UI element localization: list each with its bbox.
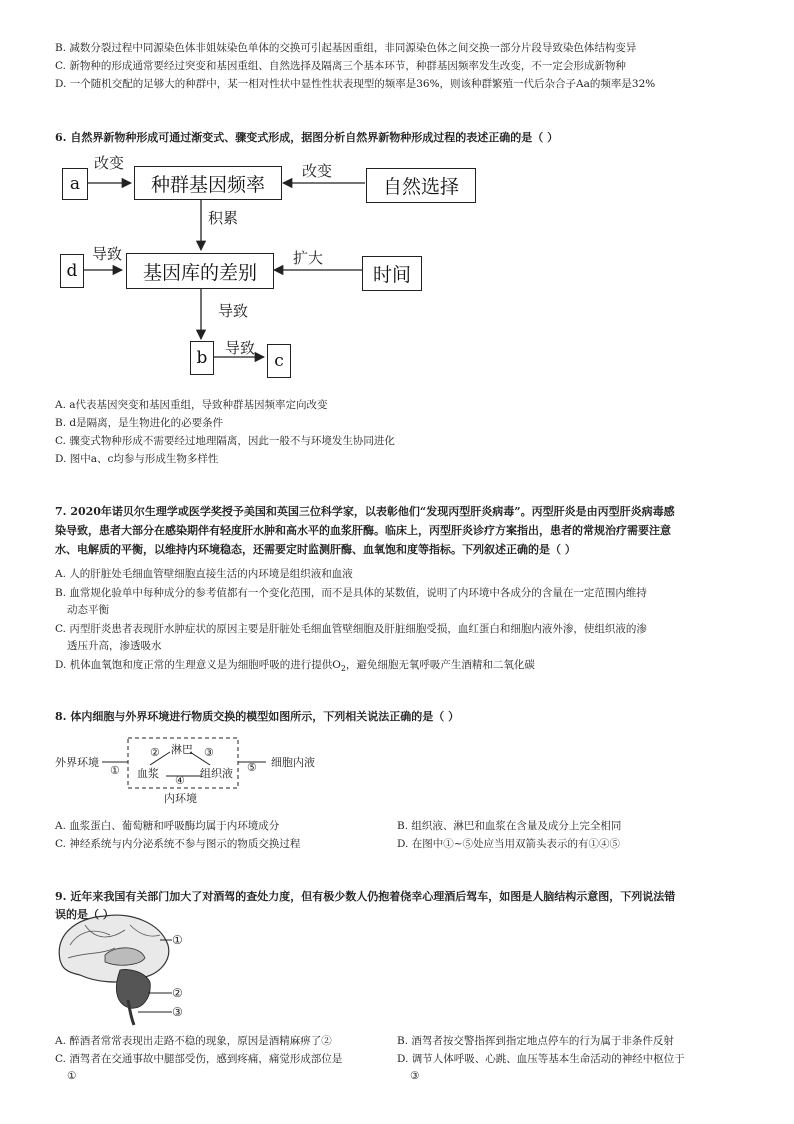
q6-option-b: B. d是隔离，是生物进化的必要条件: [55, 417, 224, 429]
label-tissue-fluid: 组织液: [200, 767, 233, 780]
prev-option-d: D. 一个随机交配的足够大的种群中，某一相对性状中显性性状表现型的频率是36%，则该种群繁殖一代后杂合子Aa的频率是32%: [55, 78, 656, 90]
brain-label-3: ③: [172, 1005, 183, 1019]
q9-title-line-2: 误的是（ ）: [55, 908, 114, 921]
q9-option-a: A. 醉酒者常常表现出走路不稳的现象，原因是酒精麻痹了②: [55, 1035, 332, 1047]
q7-title-line-2: 染导致，患者大部分在感染期伴有轻度肝水肿和高水平的血浆肝酶。临床上，丙型肝炎诊疗方案指出，患者的常规治疗需要注意: [55, 524, 671, 537]
num-3: ③: [204, 746, 214, 759]
label-expand: 扩大: [293, 249, 324, 267]
q6-option-d: D. 图中a、c均参与形成生物多样性: [55, 453, 219, 465]
box-gene-frequency: 种群基因频率: [134, 166, 282, 200]
q9-option-d-cont: ③: [410, 1070, 420, 1082]
box-b: b: [190, 341, 214, 375]
label-accumulate: 积累: [208, 209, 239, 227]
label-lead-1: 导致: [92, 245, 123, 263]
box-a: a: [62, 168, 88, 200]
q8-option-b: B. 组织液、淋巴和血浆在含量及成分上完全相同: [397, 820, 622, 832]
q7-title-line-1: 7. 2020年诺贝尔生理学或医学奖授予美国和英国三位科学家，以表彰他们“发现丙型肝炎病毒”。丙型肝炎是由丙型肝炎病毒感: [55, 505, 675, 518]
label-change-2: 改变: [302, 162, 333, 180]
box-time: 时间: [362, 256, 422, 291]
box-natural-selection: 自然选择: [366, 168, 476, 203]
brain-illustration: [59, 915, 172, 1025]
label-outer-env: 外界环境: [55, 756, 99, 769]
q6-option-c: C. 骤变式物种形成不需要经过地理隔离，因此一般不与环境发生协同进化: [55, 435, 395, 447]
q7-option-c: C. 丙型肝炎患者表现肝水肿症状的原因主要是肝脏处毛细血管壁细胞及肝脏细胞受损，血红蛋白和细胞内液外渗，使组织液的渗: [55, 623, 647, 635]
prev-option-b: B. 减数分裂过程中同源染色体非姐妹染色单体的交换可引起基因重组，非同源染色体之间交换一部分片段导致染色体结构变异: [55, 42, 637, 54]
num-1: ①: [110, 764, 120, 777]
q9-option-d: D. 调节人体呼吸、心跳、血压等基本生命活动的神经中枢位于: [397, 1053, 685, 1065]
label-lead-2: 导致: [218, 302, 249, 320]
q8-title: 8. 体内细胞与外界环境进行物质交换的模型如图所示，下列相关说法正确的是（ ）: [55, 710, 460, 723]
box-c: c: [267, 344, 291, 378]
q9-option-c-cont: ①: [67, 1070, 77, 1082]
label-inner-env: 内环境: [164, 792, 197, 805]
num-4: ④: [175, 774, 185, 787]
num-2: ②: [150, 746, 160, 759]
q7-option-c-cont: 透压升高，渗透吸水: [67, 640, 162, 652]
subscript-2: 2: [340, 664, 346, 674]
label-lead-3: 导致: [225, 339, 256, 357]
q8-option-a: A. 血浆蛋白、葡萄糖和呼吸酶均属于内环境成分: [55, 820, 280, 832]
q8-option-c: C. 神经系统与内分泌系统不参与图示的物质交换过程: [55, 838, 301, 850]
box-gene-pool-difference: 基因库的差别: [126, 253, 274, 289]
q6-title: 6. 自然界新物种形成可通过渐变式、骤变式形成，据图分析自然界新物种形成过程的表述正确的是（ ）: [55, 131, 559, 144]
label-plasma: 血浆: [137, 767, 159, 780]
label-cell-fluid: 细胞内液: [271, 756, 315, 769]
q7-option-a: A. 人的肝脏处毛细血管壁细胞直接生活的内环境是组织液和血液: [55, 568, 353, 580]
num-5: ⑤: [247, 761, 257, 774]
q9-option-b: B. 酒驾者按交警指挥到指定地点停车的行为属于非条件反射: [397, 1035, 674, 1047]
q6-option-a: A. a代表基因突变和基因重组，导致种群基因频率定向改变: [55, 399, 328, 411]
label-change-1: 改变: [94, 154, 125, 172]
brain-label-1: ①: [172, 933, 183, 947]
q9-option-c: C. 酒驾者在交通事故中腿部受伤，感到疼痛，痛觉形成部位是: [55, 1053, 343, 1065]
q7-option-b: B. 血常规化验单中每种成分的参考值都有一个变化范围，而不是具体的某数值，说明了内环境中各成分的含量在一定范围内维持: [55, 587, 647, 599]
box-d: d: [60, 254, 84, 288]
label-lymph: 淋巴: [171, 743, 193, 756]
q8-option-d: D. 在图中①~⑤处应当用双箭头表示的有①④⑤: [397, 838, 621, 850]
prev-option-c: C. 新物种的形成通常要经过突变和基因重组、自然选择及隔离三个基本环节，种群基因频率发生改变，不一定会形成新物种: [55, 60, 626, 72]
q9-title-line-1: 9. 近年来我国有关部门加大了对酒驾的查处力度，但有极少数人仍抱着侥幸心理酒后驾车，如图是人脑结构示意图，下列说法错: [55, 890, 676, 903]
q7-title-line-3: 水、电解质的平衡，以维持内环境稳态，还需要定时监测肝酶、血氧饱和度等指标。下列叙述正确的是（ ）: [55, 543, 576, 556]
q7-option-d: D. 机体血氧饱和度正常的生理意义是为细胞呼吸的进行提供$O_2$，避免细胞无氧呼吸产生酒精和二氧化碳: [55, 659, 535, 674]
brain-label-2: ②: [172, 986, 183, 1000]
q7-option-b-cont: 动态平衡: [67, 604, 109, 616]
